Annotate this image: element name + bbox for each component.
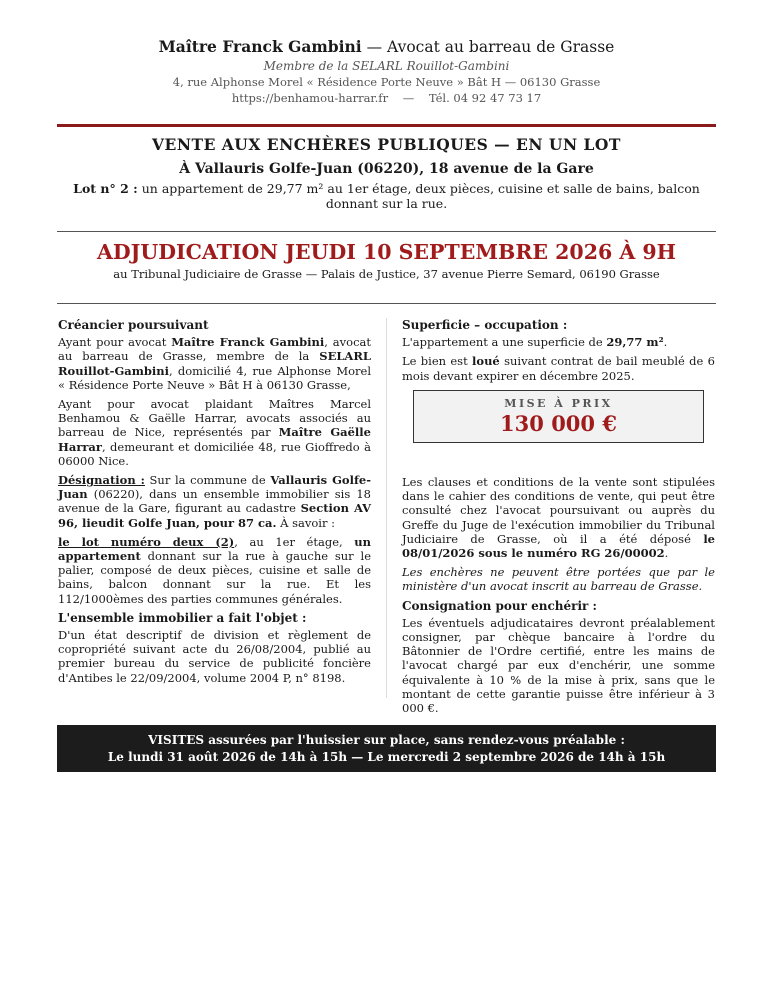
- text: , au 1er étage,: [234, 534, 355, 549]
- text: Les enchères ne peuvent être portées que par le ministère d'un avocat inscrit au barreau de Grasse.: [402, 565, 715, 594]
- lot-description: [57, 181, 716, 211]
- superficie-title: Superficie – occupation :: [402, 318, 568, 332]
- text: Ayant pour avocat plaidant Maîtres Marcel Benhamou & Gaëlle Harrar, avocats associés au barreau de Nice, représentés par: [58, 397, 371, 440]
- price-label: MISE À PRIX: [504, 396, 613, 410]
- text: , demeurant et domiciliée 48, rue Gioffredo à 06000 Nice.: [58, 439, 371, 468]
- lot-label: Lot n° 2 :: [73, 181, 138, 196]
- text: .: [664, 546, 669, 561]
- text: Vallauris Golfe-Juan: [58, 473, 371, 502]
- text: À savoir :: [276, 515, 335, 530]
- lot-number: le lot numéro deux (2): [58, 534, 235, 549]
- left-column: [58, 318, 371, 690]
- lot-text: un appartement de 29,77 m² au 1er étage, deux pièces, cuisine et salle de bains, balcon donnant sur la rue.: [137, 181, 700, 211]
- lawyer-name: Maître Franck Gambini: [158, 37, 362, 56]
- text: Les clauses et conditions de la vente sont stipulées dans le cahier des conditions de vente, qui peut être consulté chez l'avocat poursuivant ou auprès du Greffe du Juge de l'exécution immobilier du Tribunal Judiciaire de Grasse, où il a été déposé: [402, 475, 715, 546]
- creancier-paragraph: [58, 335, 371, 392]
- membership: Membre de la SELARL Rouillot-Gambini: [263, 59, 510, 73]
- text: 29,77 m²: [606, 335, 664, 350]
- column-separator: [386, 318, 387, 698]
- adjudication-place: au Tribunal Judiciaire de Grasse — Palais de Justice, 37 avenue Pierre Semard, 06190 Grasse: [113, 267, 660, 281]
- price-value: 130 000 €: [500, 411, 617, 437]
- occupation-paragraph: [402, 354, 715, 382]
- contact-separator: —: [402, 91, 415, 105]
- encheres-notice: [402, 565, 715, 593]
- superficie-paragraph: [402, 335, 715, 349]
- lot-paragraph: [58, 535, 371, 606]
- avocat-plaidant-paragraph: [58, 397, 371, 468]
- letterhead: [0, 36, 773, 106]
- text: L'appartement a une superficie de: [402, 335, 607, 350]
- sale-title: VENTE AUX ENCHÈRES PUBLIQUES — EN UN LOT: [152, 135, 621, 154]
- divider: [57, 303, 716, 304]
- adjudication-block: [57, 238, 716, 282]
- text: loué: [472, 354, 500, 369]
- consignation-title: Consignation pour enchérir :: [402, 598, 597, 613]
- consignation-paragraph: Les éventuels adjudicataires devront préalablement consigner, par chèque bancaire à l'ordre du Bâtonnier de l'Ordre certifié, entre les mains de l'avocat chargé par eux d'enchérir, une somme équivalente à 10 % de la mise à prix, sans que le montant de cette garantie puisse être inférieur à 3 000 €.: [402, 615, 715, 716]
- copropriete-paragraph: D'un état descriptif de division et règlement de copropriété suivant acte du 26/08/2004, publié au premier bureau du service de publicité foncière d'Antibes le 22/09/2004, volume 2004 P, n° 8198.: [58, 628, 371, 685]
- sale-location: À Vallauris Golfe-Juan (06220), 18 avenue de la Gare: [179, 161, 594, 177]
- text: Sur la commune de: [144, 473, 271, 488]
- conditions-paragraph: [402, 475, 715, 560]
- designation-label: Désignation :: [58, 473, 145, 488]
- phone-number: Tél. 04 92 47 73 17: [428, 91, 542, 105]
- text: le 08/01/2026 sous le numéro RG 26/00002: [402, 531, 715, 561]
- spacer: [402, 453, 715, 475]
- text: Maître Gaëlle Harrar: [58, 425, 371, 454]
- text: Ayant pour avocat: [58, 335, 172, 350]
- ensemble-title: L'ensemble immobilier a fait l'objet :: [58, 610, 307, 625]
- website-link[interactable]: https://benhamou-harrar.fr: [231, 91, 389, 105]
- text: Section AV 96, lieudit Golfe Juan, pour 87 ca.: [58, 501, 371, 530]
- price-box: [413, 390, 704, 443]
- header-divider: [57, 124, 716, 127]
- text: .: [663, 335, 668, 350]
- sale-block: [57, 134, 716, 211]
- lawyer-role: — Avocat au barreau de Grasse: [361, 38, 615, 56]
- divider: [57, 231, 716, 232]
- text: donnant sur la rue à gauche sur le palier, composé de deux pièces, cuisine et salle de bains, balcon donnant sur la rue. Et les 112/1000èmes des parties communes générales.: [58, 549, 371, 606]
- text: (06220), dans un ensemble immobilier sis 18 avenue de la Gare, figurant au cadastre: [58, 487, 371, 516]
- text: Maître Franck Gambini: [171, 335, 325, 350]
- creancier-title: Créancier poursuivant: [58, 318, 209, 332]
- contact-line: [0, 90, 773, 106]
- text: un appartement: [58, 534, 371, 564]
- text: suivant contrat de bail meublé de 6 mois devant expirer en décembre 2025.: [402, 354, 715, 383]
- right-column: [402, 318, 715, 720]
- text: Le bien est: [402, 354, 473, 369]
- designation-paragraph: [58, 473, 371, 530]
- lawyer-line: [0, 36, 773, 58]
- visits-heading: VISITES assurées par l'huissier sur place, sans rendez-vous préalable :: [148, 733, 625, 747]
- visits-banner: [57, 725, 716, 772]
- text: , avocat au barreau de Grasse, membre de la: [58, 335, 371, 364]
- visits-dates: Le lundi 31 août 2026 de 14h à 15h — Le mercredi 2 septembre 2026 de 14h à 15h: [107, 750, 666, 764]
- text: , domicilié 4, rue Alphonse Morel « Résidence Porte Neuve » Bât H à 06130 Grasse,: [58, 363, 371, 392]
- text: SELARL Rouillot-Gambini: [58, 349, 371, 378]
- office-address: 4, rue Alphonse Morel « Résidence Porte Neuve » Bât H — 06130 Grasse: [172, 75, 601, 89]
- adjudication-title: ADJUDICATION JEUDI 10 SEPTEMBRE 2026 À 9H: [96, 240, 677, 264]
